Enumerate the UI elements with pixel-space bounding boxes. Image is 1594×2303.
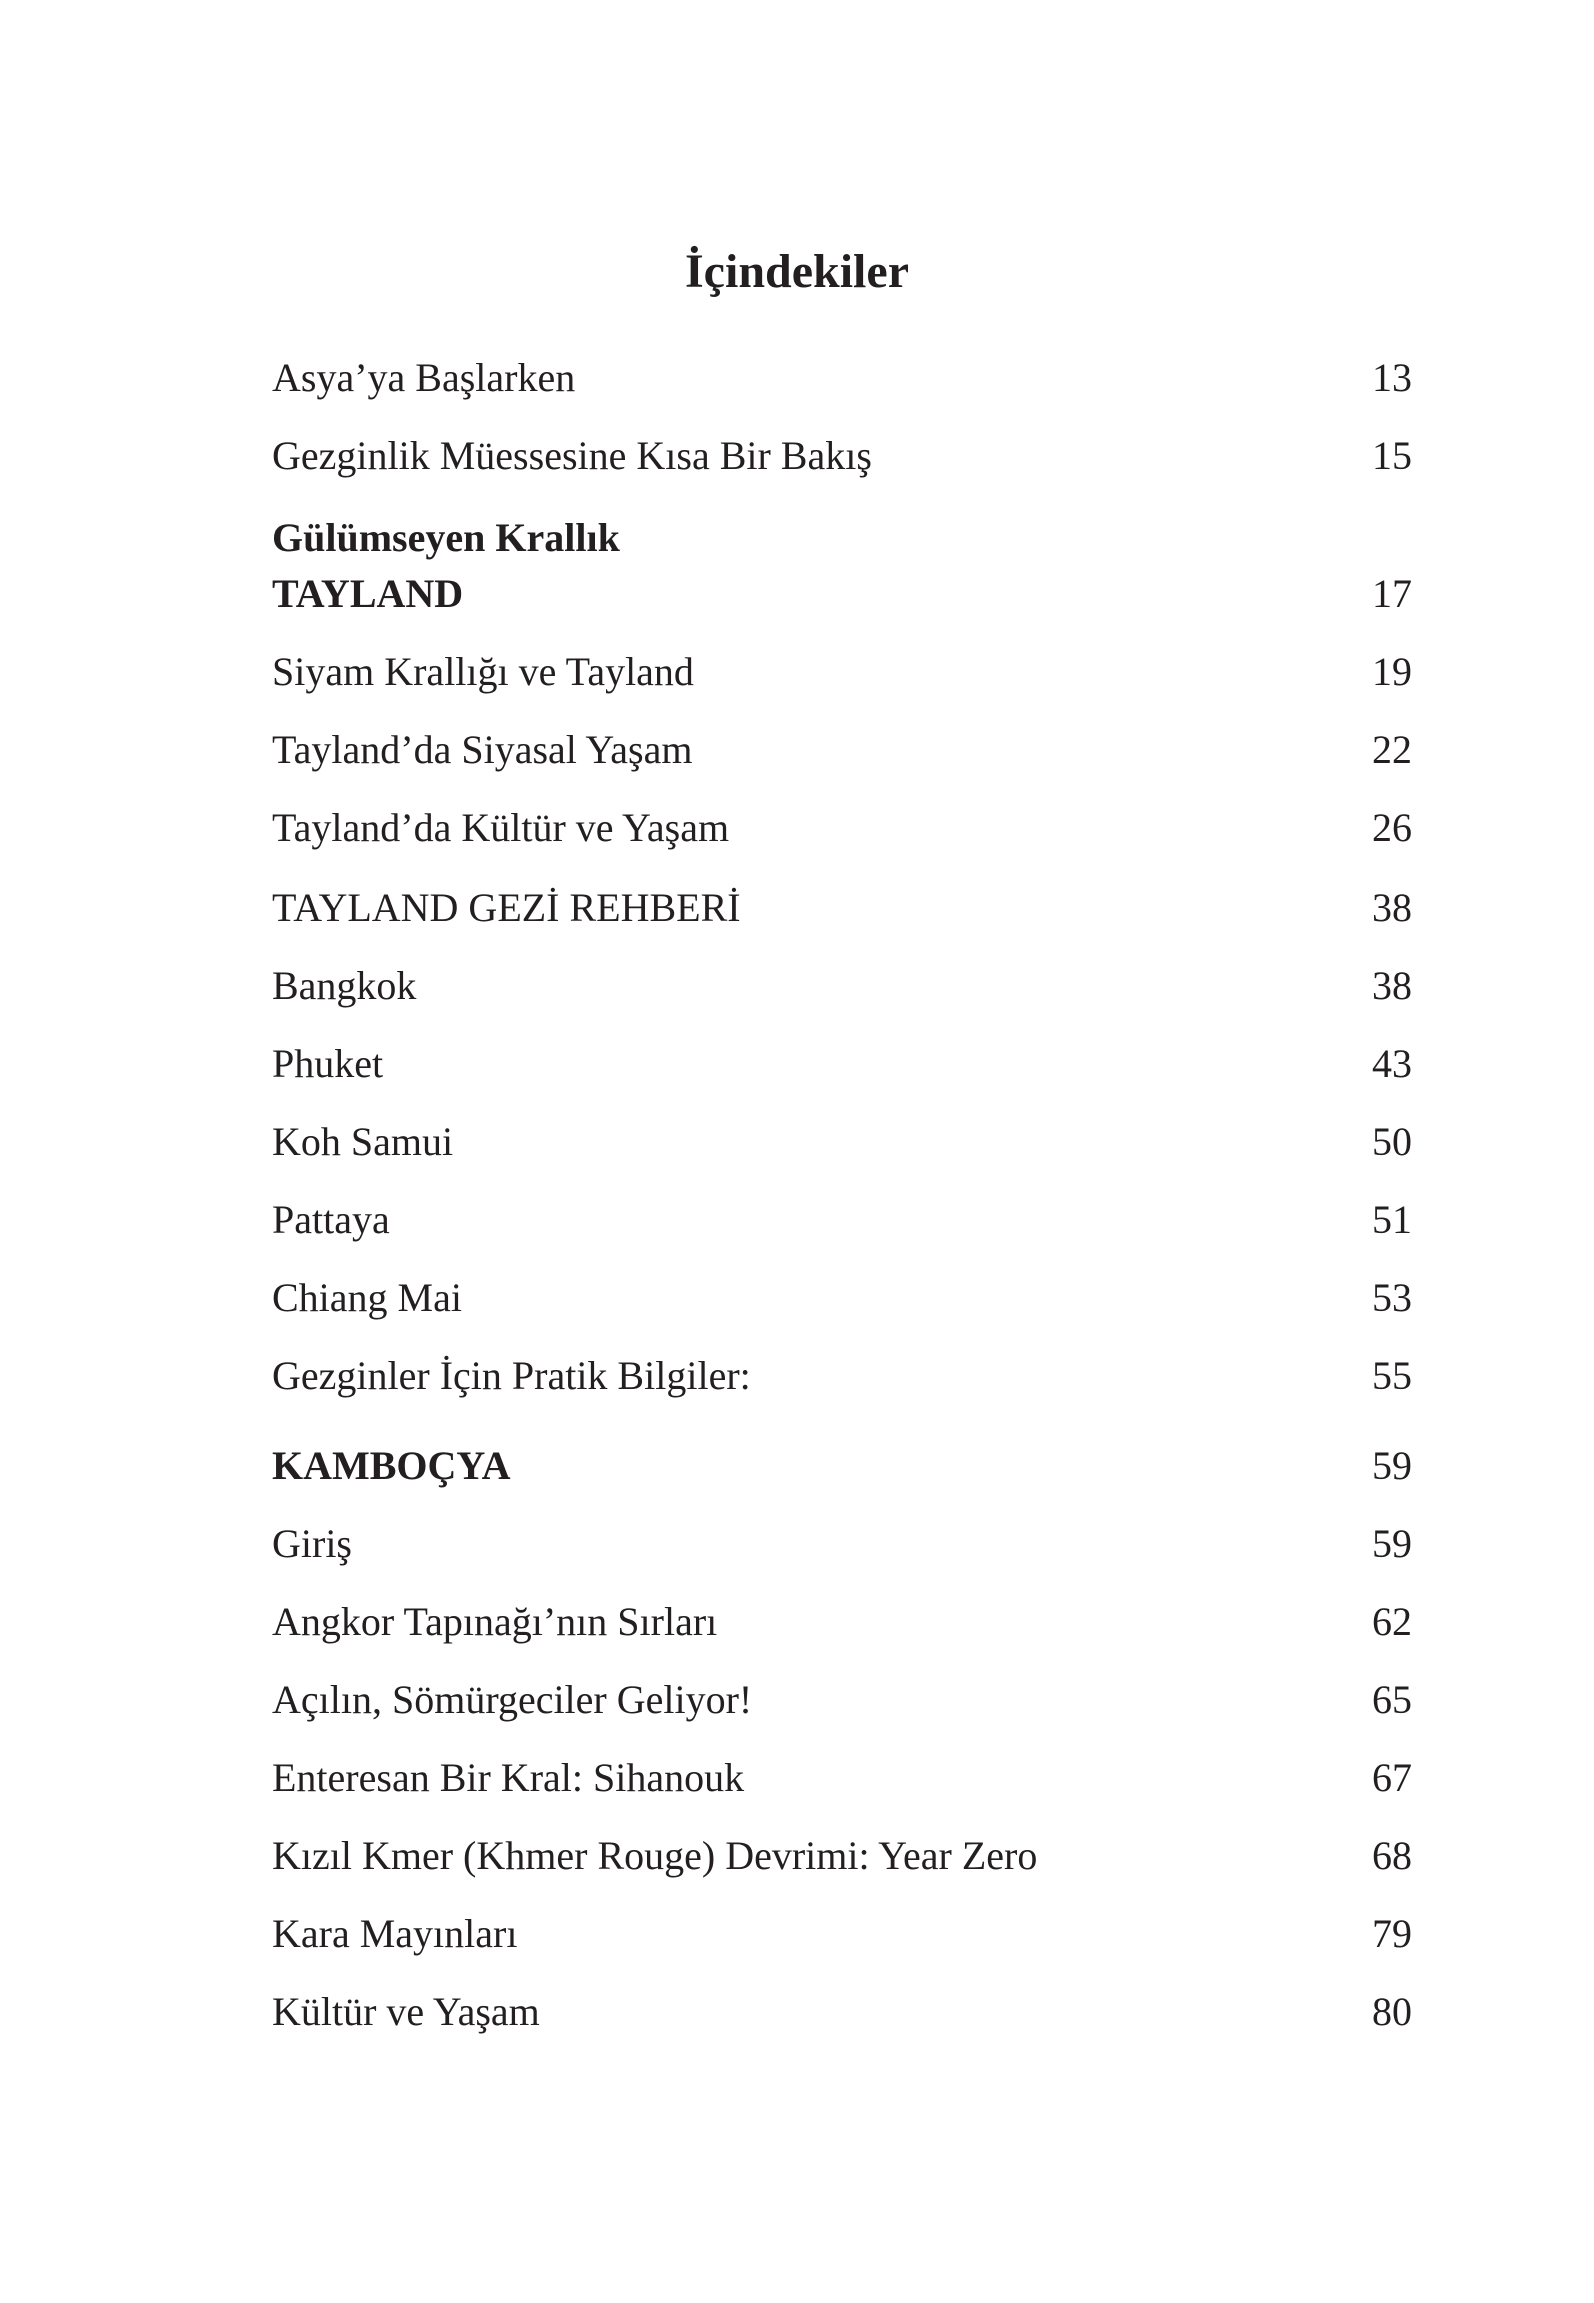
toc-entry	[272, 1036, 1412, 1092]
toc-entry-label: Bangkok	[272, 963, 417, 1008]
toc-entry-label: Kültür ve Yaşam	[272, 1989, 540, 2034]
toc-entry	[272, 428, 1412, 484]
toc-entry	[272, 1984, 1412, 2040]
toc-entry-page: 26	[1372, 805, 1412, 850]
toc-entry	[272, 1516, 1412, 1572]
toc-entry-page: 15	[1372, 433, 1412, 478]
toc-entry-label: Pattaya	[272, 1197, 390, 1242]
toc-entry-page: 38	[1372, 885, 1412, 930]
toc-entry-label: Kızıl Kmer (Khmer Rouge) Devrimi: Year Zero	[272, 1833, 1038, 1878]
toc-entry	[272, 1348, 1412, 1404]
toc-entry	[272, 1114, 1412, 1170]
toc-entry-page: 22	[1372, 727, 1412, 772]
toc-entry-page: 65	[1372, 1677, 1412, 1722]
toc-entry-label: Enteresan Bir Kral: Sihanouk	[272, 1755, 745, 1800]
toc-entry-page: 67	[1372, 1755, 1412, 1800]
toc-entry-page: 55	[1372, 1353, 1412, 1398]
toc-entry-label: Asya’ya Başlarken	[272, 355, 576, 400]
toc-entry-label: Giriş	[272, 1521, 352, 1566]
toc-entry	[272, 350, 1412, 406]
toc-entry	[272, 644, 1412, 700]
toc-entry	[272, 1828, 1412, 1884]
toc-entry-page: 68	[1372, 1833, 1412, 1878]
toc-entry-label: TAYLAND GEZİ REHBERİ	[272, 885, 741, 930]
toc-entry	[272, 1270, 1412, 1326]
toc-entry-label: Angkor Tapınağı’nın Sırları	[272, 1599, 718, 1644]
toc-entry-page: 13	[1372, 355, 1412, 400]
toc-entry-page: 17	[1372, 571, 1412, 616]
toc-guide-heading	[272, 880, 1412, 936]
toc-entry-page: 59	[1372, 1443, 1412, 1488]
toc-entry-page: 62	[1372, 1599, 1412, 1644]
toc-entry-label: TAYLAND	[272, 571, 464, 616]
toc-entry-label: Chiang Mai	[272, 1275, 462, 1320]
toc-entry-label: KAMBOÇYA	[272, 1443, 511, 1488]
toc-title: İçindekiler	[685, 245, 909, 298]
toc-entry	[272, 1594, 1412, 1650]
toc-entry-label: Siyam Krallığı ve Tayland	[272, 649, 694, 694]
toc-entry-page: 51	[1372, 1197, 1412, 1242]
toc-entry-label: Tayland’da Kültür ve Yaşam	[272, 805, 730, 850]
toc-entry-label: Açılın, Sömürgeciler Geliyor!	[272, 1677, 753, 1722]
toc-entry	[272, 722, 1412, 778]
toc-entry-page: 50	[1372, 1119, 1412, 1164]
toc-entry-label: Kara Mayınları	[272, 1911, 518, 1956]
toc-entry-page: 43	[1372, 1041, 1412, 1086]
toc-entry-page: 79	[1372, 1911, 1412, 1956]
toc-section-heading	[272, 1438, 1412, 1494]
toc-entry	[272, 1906, 1412, 1962]
toc-entry-page: 53	[1372, 1275, 1412, 1320]
toc-entry-label: Gezginler İçin Pratik Bilgiler:	[272, 1353, 751, 1398]
toc-entry-page: 80	[1372, 1989, 1412, 2034]
toc-entry	[272, 1192, 1412, 1248]
toc-entry	[272, 1672, 1412, 1728]
toc-entry-label: Koh Samui	[272, 1119, 454, 1164]
toc-entry	[272, 800, 1412, 856]
toc-entry-label: Phuket	[272, 1041, 384, 1086]
toc-entry-label: Gezginlik Müessesine Kısa Bir Bakış	[272, 433, 872, 478]
toc-section-subheading	[272, 510, 1412, 566]
toc-entry-label: Tayland’da Siyasal Yaşam	[272, 727, 693, 772]
toc-entry-page: 38	[1372, 963, 1412, 1008]
toc-entry	[272, 1750, 1412, 1806]
toc-entry-page: 19	[1372, 649, 1412, 694]
toc-entry-label: Gülümseyen Krallık	[272, 515, 620, 560]
toc-entry	[272, 958, 1412, 1014]
toc-list	[272, 350, 1412, 2062]
toc-entry-page: 59	[1372, 1521, 1412, 1566]
toc-section-heading	[272, 566, 1412, 622]
